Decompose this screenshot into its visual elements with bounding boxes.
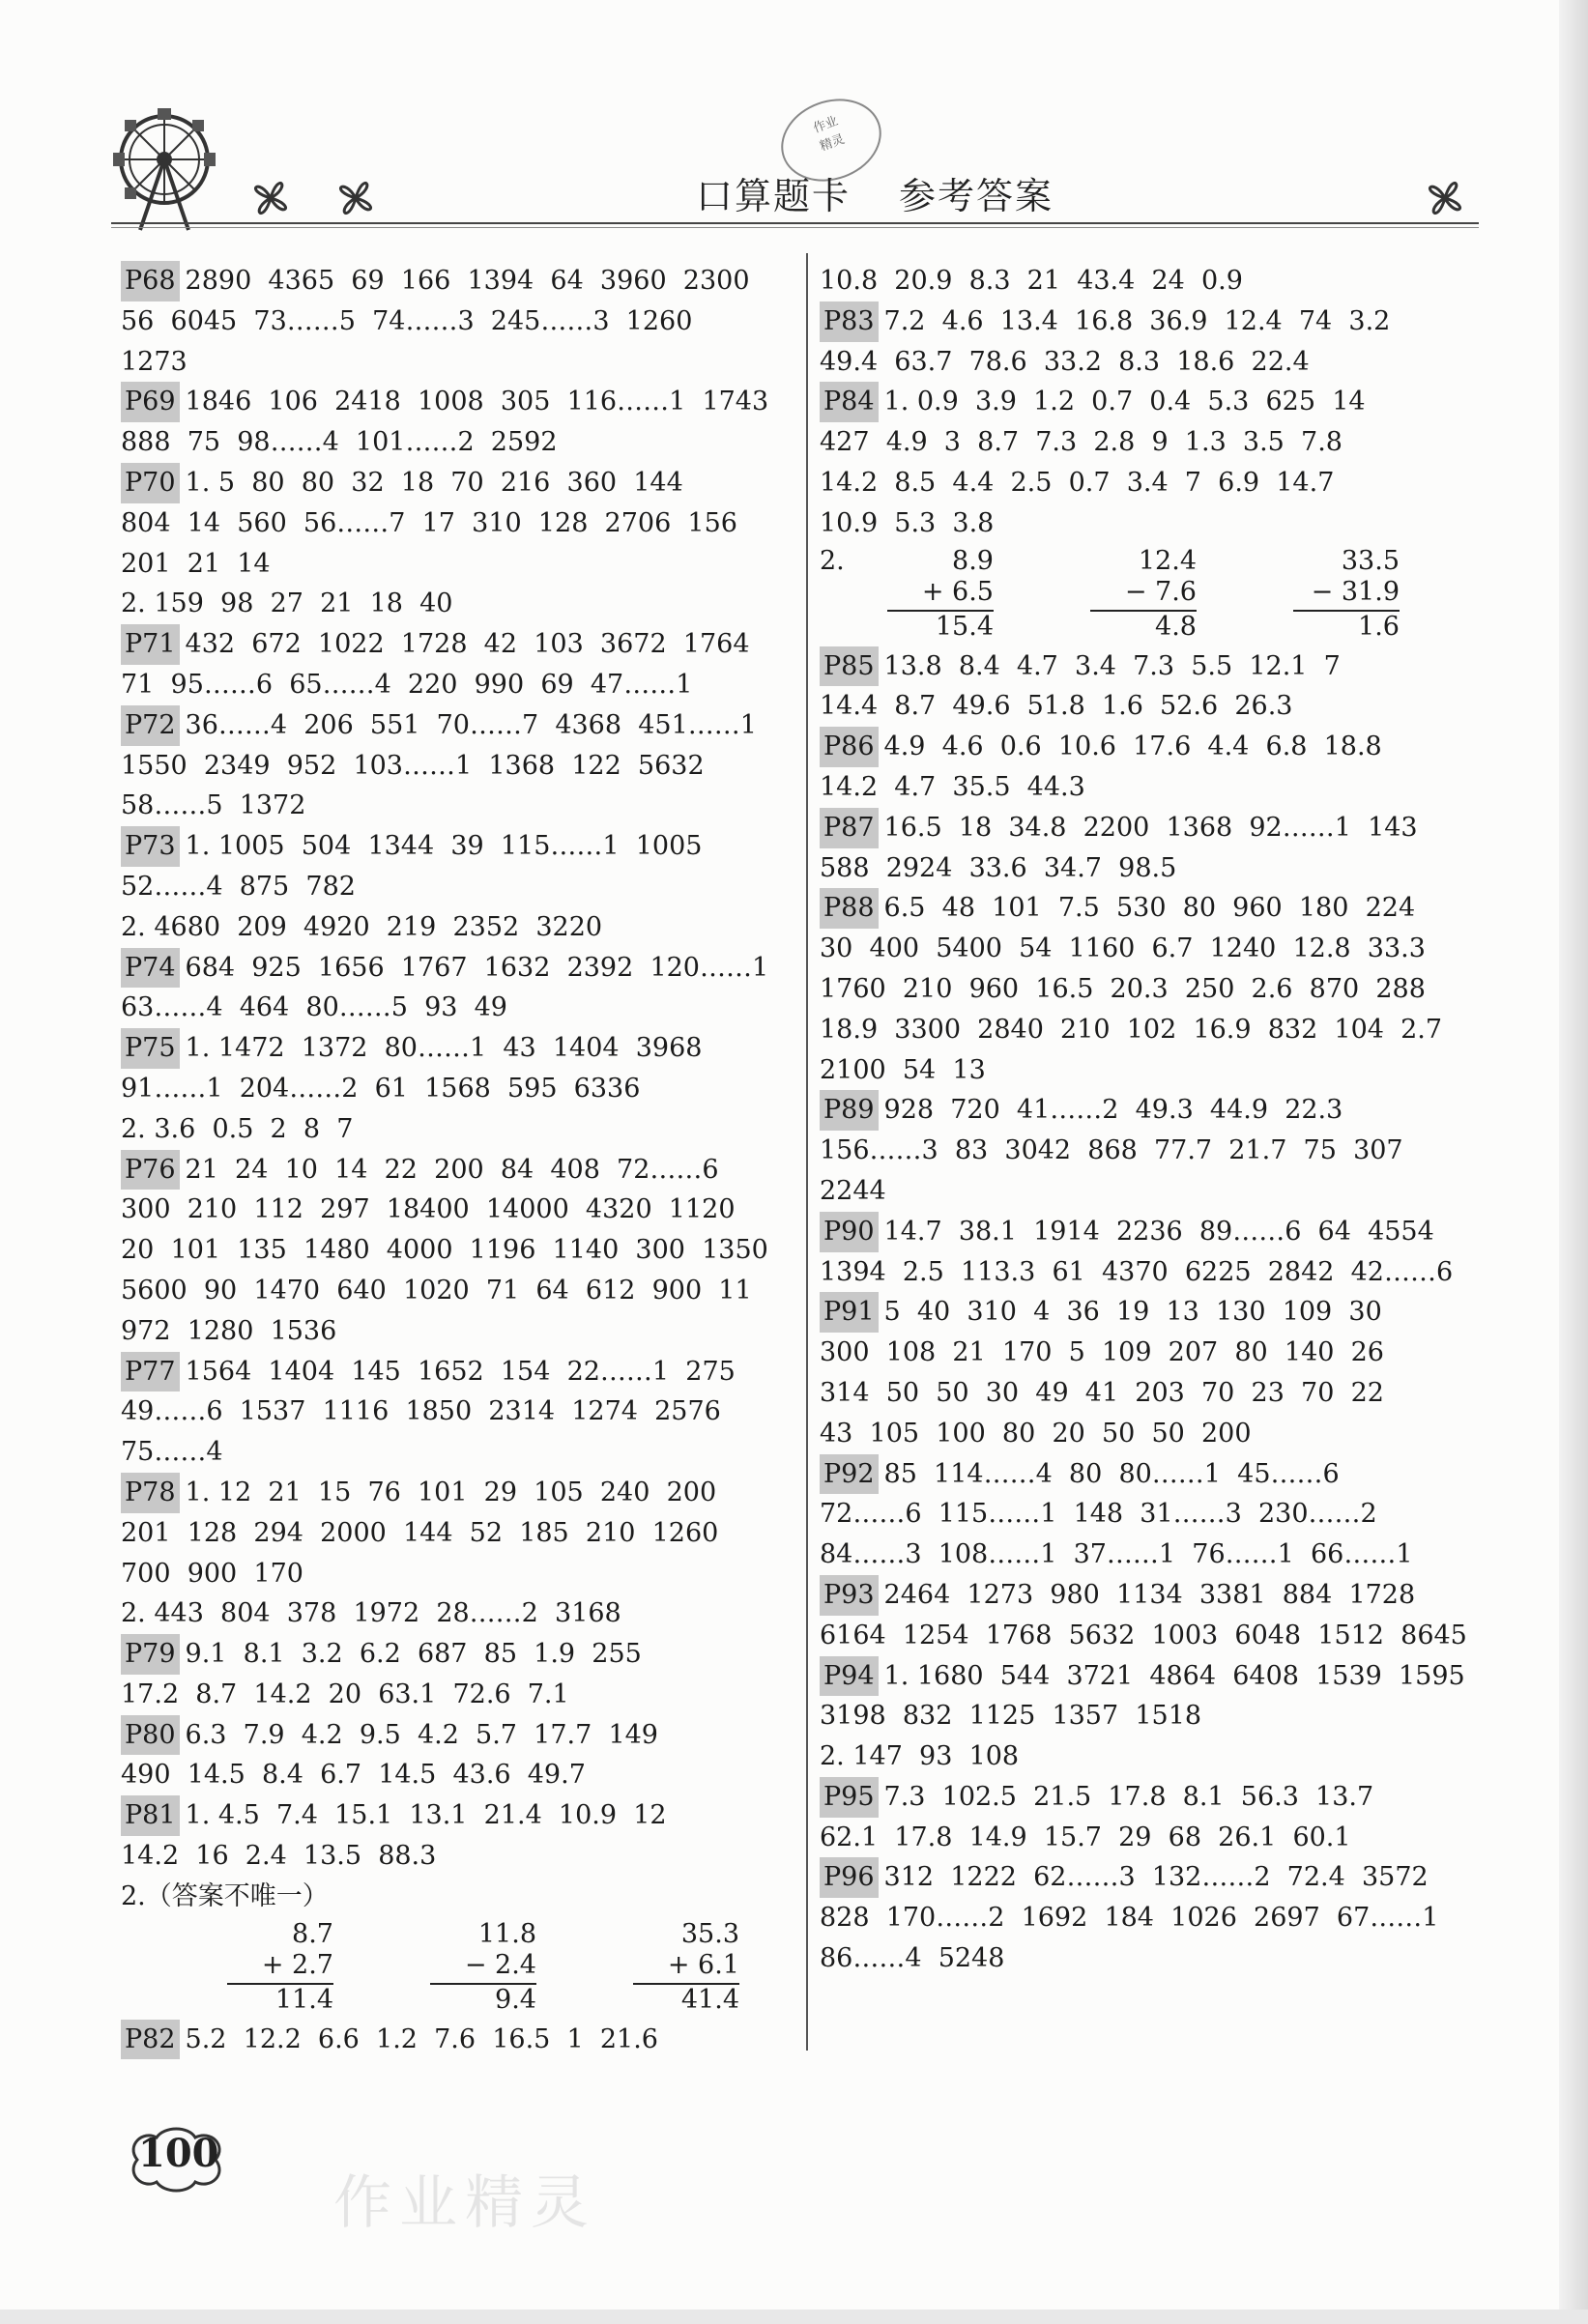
answer-line (121, 1795, 797, 1836)
answer-line (121, 382, 797, 422)
answer-line (820, 646, 1496, 687)
answer-text: 36……4 206 551 70……7 4368 451……1 (185, 709, 757, 740)
answer-text: 5 40 310 4 36 19 13 130 109 30 (883, 1297, 1382, 1328)
answer-text: 49.4 63.7 78.6 33.2 8.3 18.6 22.4 (820, 346, 1310, 377)
answer-line (820, 261, 1496, 301)
page-tag: P96 (820, 1857, 879, 1898)
answer-text: 13.8 8.4 4.7 3.4 7.3 5.5 12.1 7 (883, 650, 1341, 681)
page-tag: P93 (820, 1575, 879, 1616)
answer-text: 4.9 4.6 0.6 10.6 17.6 4.4 6.8 18.8 (883, 732, 1382, 762)
answer-line (820, 1292, 1496, 1333)
answer-text: 1273 (121, 346, 188, 377)
answer-line (121, 301, 797, 342)
answer-text: 1564 1404 145 1652 154 22……1 275 (185, 1356, 736, 1387)
answer-text: 63……4 464 80……5 93 49 (121, 992, 507, 1023)
answer-line (121, 1473, 797, 1513)
answer-line (820, 382, 1496, 422)
answer-line (820, 1373, 1496, 1414)
result: 11.4 (274, 1984, 333, 2015)
vertical-calc (565, 1919, 768, 2020)
page-tag: P82 (121, 2020, 180, 2060)
answer-line (820, 1616, 1496, 1656)
header-title: 口算题卡 (696, 175, 852, 217)
answer-line (121, 1877, 797, 1917)
answer-text: 14.4 8.7 49.6 51.8 1.6 52.6 26.3 (820, 691, 1293, 722)
answer-line (121, 584, 797, 624)
answer-line (820, 1010, 1496, 1050)
page-tag: P80 (121, 1715, 180, 1756)
answer-line (121, 544, 797, 585)
answer-text: 828 170……2 1692 184 1026 2697 67……1 (820, 1903, 1439, 1934)
answer-line (820, 1494, 1496, 1535)
vertical-calc (820, 546, 1023, 646)
answer-text: 14.2 8.5 4.4 2.5 0.7 3.4 7 6.9 14.7 (820, 467, 1335, 498)
answer-text: 84……3 108……1 37……1 76……1 66……1 (820, 1539, 1413, 1570)
answer-line (820, 463, 1496, 503)
answer-text: 71 95……6 65……4 220 990 69 47……1 (121, 669, 693, 700)
answer-line (820, 1898, 1496, 1938)
page-tag: P76 (121, 1150, 180, 1191)
clover-icon (1416, 169, 1474, 227)
answer-line (820, 1696, 1496, 1736)
answer-text: 21 24 10 14 22 200 84 408 72……6 (185, 1154, 719, 1185)
answer-line (121, 1836, 797, 1877)
answer-text: 1. 1005 504 1344 39 115……1 1005 (185, 831, 703, 862)
stamp-line: 作业 (811, 114, 841, 136)
answer-text: 6164 1254 1768 5632 1003 6048 1512 8645 (820, 1620, 1467, 1650)
answer-text: 58……5 1372 (121, 790, 306, 821)
answer-line (121, 1190, 797, 1230)
answer-line (820, 969, 1496, 1010)
page-number: 100 (138, 2131, 219, 2176)
answer-text: 75……4 (121, 1437, 223, 1468)
answer-line (121, 786, 797, 826)
page-tag: P94 (820, 1656, 879, 1697)
answer-line (121, 1069, 797, 1109)
answer-text: 1846 106 2418 1008 305 116……1 1743 (185, 387, 769, 417)
page-tag: P83 (820, 301, 879, 342)
answer-text: 700 900 170 (121, 1558, 303, 1589)
page-tag: P89 (820, 1090, 879, 1131)
answer-text: 312 1222 62……3 132……2 72.4 3572 (883, 1862, 1429, 1893)
answer-text: 2. 443 804 378 1972 28……2 3168 (121, 1598, 621, 1629)
answer-text: 10.8 20.9 8.3 21 43.4 24 0.9 (820, 266, 1243, 296)
answer-text: 17.2 8.7 14.2 20 63.1 72.6 7.1 (121, 1678, 569, 1709)
answer-line (121, 1028, 797, 1069)
answer-line (121, 1755, 797, 1795)
answer-text: 72……6 115……1 148 31……3 230……2 (820, 1499, 1377, 1530)
answer-line (121, 422, 797, 463)
answer-text: 7.2 4.6 13.4 16.8 36.9 12.4 74 3.2 (883, 305, 1391, 336)
answer-text: 86……4 5248 (820, 1943, 1005, 1974)
vertical-calc (1023, 546, 1226, 646)
answer-line (820, 1818, 1496, 1858)
answer-text: 18.9 3300 2840 210 102 16.9 832 104 2.7 (820, 1014, 1443, 1045)
answer-text: 1550 2349 952 103……1 1368 122 5632 (121, 750, 705, 781)
answer-text: 156……3 83 3042 868 77.7 21.7 75 307 (820, 1135, 1403, 1166)
operand-top: 33.5 (1341, 545, 1400, 576)
answer-line (820, 503, 1496, 544)
answer-text: 91……1 204……2 61 1568 595 6336 (121, 1073, 641, 1104)
answer-text: 14.7 38.1 1914 2236 89……6 64 4554 (883, 1216, 1434, 1247)
answer-line (820, 1050, 1496, 1091)
answer-text: 10.9 5.3 3.8 (820, 507, 995, 538)
result: 4.8 (1155, 611, 1197, 642)
answer-line (820, 1131, 1496, 1171)
answer-line (820, 1090, 1496, 1131)
answer-line (121, 1675, 797, 1715)
answer-text: 2.（答案不唯一） (121, 1880, 329, 1911)
answer-line (121, 948, 797, 989)
answer-line (121, 988, 797, 1028)
answer-text: 1. 1472 1372 80……1 43 1404 3968 (185, 1033, 703, 1064)
page-tag: P84 (820, 382, 879, 422)
answer-line (820, 727, 1496, 767)
answer-text: 1. 5 80 80 32 18 70 216 360 144 (185, 467, 683, 498)
answer-line (820, 848, 1496, 889)
page-tag: P71 (121, 624, 180, 665)
operand-top: 12.4 (1138, 545, 1197, 576)
answer-line (121, 1432, 797, 1473)
answer-line (121, 1392, 797, 1432)
answer-line (820, 929, 1496, 969)
answer-line (121, 1554, 797, 1594)
answer-text: 888 75 98……4 101……2 2592 (121, 427, 558, 458)
answer-line (820, 1454, 1496, 1495)
answer-line (121, 907, 797, 948)
operand-bottom: + 2.7 (261, 1949, 333, 1980)
answer-line (820, 767, 1496, 808)
page-tag: P95 (820, 1777, 879, 1818)
answer-text: 5.2 12.2 6.6 1.2 7.6 16.5 1 21.6 (185, 2023, 658, 2054)
vertical-calc (1226, 546, 1429, 646)
answer-line (121, 261, 797, 301)
clover-icon (242, 169, 300, 227)
header-subtitle: 参考答案 (899, 175, 1054, 217)
answer-line (820, 888, 1496, 929)
page-tag: P90 (820, 1212, 879, 1252)
operand-top: 35.3 (680, 1918, 739, 1949)
answer-line (820, 342, 1496, 383)
vertical-calc (362, 1919, 565, 2020)
answer-text: 49……6 1537 1116 1850 2314 1274 2576 (121, 1396, 721, 1427)
page-tag: P87 (820, 808, 879, 848)
page-bottom-edge (0, 2310, 1588, 2324)
answer-text: 14.2 16 2.4 13.5 88.3 (121, 1841, 437, 1872)
page-tag: P73 (121, 826, 180, 867)
vertical-calculations (820, 546, 1496, 646)
result: 1.6 (1358, 611, 1400, 642)
answer-text: 2. 159 98 27 21 18 40 (121, 588, 453, 619)
answer-text: 16.5 18 34.8 2200 1368 92……1 143 (883, 812, 1418, 843)
page-tag: P92 (820, 1454, 879, 1495)
answer-text: 7.3 102.5 21.5 17.8 8.1 56.3 13.7 (883, 1781, 1374, 1812)
answer-text: 314 50 50 30 49 41 203 70 23 70 22 (820, 1377, 1384, 1408)
answer-line (820, 1857, 1496, 1898)
answer-text: 490 14.5 8.4 6.7 14.5 43.6 49.7 (121, 1760, 586, 1791)
question-label: 2. (820, 545, 845, 576)
operand-bottom: + 6.1 (667, 1949, 739, 1980)
page-tag: P74 (121, 948, 180, 989)
answer-line (121, 665, 797, 705)
answer-line (121, 746, 797, 787)
page-tag: P72 (121, 705, 180, 746)
answer-text: 2890 4365 69 166 1394 64 3960 2300 (185, 266, 750, 296)
answer-text: 928 720 41……2 49.3 44.9 22.3 (883, 1095, 1343, 1126)
answer-text: 2. 3.6 0.5 2 8 7 (121, 1113, 354, 1144)
answer-line (820, 1777, 1496, 1818)
answer-line (820, 1535, 1496, 1575)
page-edge (1559, 0, 1588, 2324)
page-tag: P79 (121, 1634, 180, 1675)
operand-bottom: − 7.6 (1124, 576, 1197, 607)
result: 9.4 (495, 1984, 536, 2015)
answer-line (820, 808, 1496, 848)
stamp-line: 精灵 (818, 131, 847, 155)
answer-text: 2244 (820, 1175, 886, 1206)
operand-bottom: − 31.9 (1311, 576, 1400, 607)
answer-line (121, 867, 797, 907)
answer-line (121, 463, 797, 503)
answer-text: 85 114……4 80 80……1 45……6 (883, 1458, 1340, 1489)
answer-line (820, 301, 1496, 342)
result: 41.4 (680, 1984, 739, 2015)
answer-text: 1. 4.5 7.4 15.1 13.1 21.4 10.9 12 (185, 1800, 667, 1831)
answer-text: 1. 1680 544 3721 4864 6408 1539 1595 (883, 1660, 1465, 1691)
ferris-wheel-icon (111, 106, 217, 232)
answer-text: 1760 210 960 16.5 20.3 250 2.6 870 288 (820, 973, 1426, 1004)
page-tag: P85 (820, 646, 879, 687)
answer-text: 2. 4680 209 4920 219 2352 3220 (121, 911, 603, 942)
vertical-calc (159, 1919, 362, 2020)
page-tag: P78 (121, 1473, 180, 1513)
answer-text: 1. 0.9 3.9 1.2 0.7 0.4 5.3 625 14 (883, 387, 1366, 417)
answer-text: 432 672 1022 1728 42 103 3672 1764 (185, 629, 750, 660)
answer-text: 14.2 4.7 35.5 44.3 (820, 771, 1085, 802)
answer-text: 588 2924 33.6 34.7 98.5 (820, 852, 1177, 883)
page-tag: P81 (121, 1795, 180, 1836)
answer-text: 9.1 8.1 3.2 6.2 687 85 1.9 255 (185, 1639, 642, 1670)
answer-line (121, 1352, 797, 1392)
answer-text: 5600 90 1470 640 1020 71 64 612 900 11 (121, 1275, 752, 1305)
answer-text: 6.5 48 101 7.5 530 80 960 180 224 (883, 893, 1416, 924)
answer-line (820, 1171, 1496, 1212)
page-tag: P77 (121, 1352, 180, 1392)
answer-text: 30 400 5400 54 1160 6.7 1240 12.8 33.3 (820, 933, 1426, 964)
answer-text: 2. 147 93 108 (820, 1741, 1020, 1772)
page-tag: P88 (820, 888, 879, 929)
answer-line (820, 1736, 1496, 1777)
answer-line (121, 1271, 797, 1311)
header-rule (111, 222, 1479, 228)
operand-top: 11.8 (477, 1918, 536, 1949)
page-tag: P75 (121, 1028, 180, 1069)
answer-text: 804 14 560 56……7 17 310 128 2706 156 (121, 507, 737, 538)
answer-line (121, 1311, 797, 1352)
answer-line (820, 1656, 1496, 1697)
answer-line (121, 1150, 797, 1191)
answer-line (121, 1230, 797, 1271)
answer-text: 201 21 14 (121, 548, 271, 579)
answer-line (121, 1715, 797, 1756)
operand-bottom: − 2.4 (464, 1949, 536, 1980)
answer-line (121, 1634, 797, 1675)
answer-line (121, 705, 797, 746)
answer-line (820, 1938, 1496, 1979)
answer-line (121, 826, 797, 867)
answer-line (121, 1109, 797, 1150)
answer-line (820, 1414, 1496, 1454)
answer-line (820, 686, 1496, 727)
answer-line (820, 1333, 1496, 1373)
answer-text: 1394 2.5 113.3 61 4370 6225 2842 42……6 (820, 1256, 1454, 1287)
answer-text: 3198 832 1125 1357 1518 (820, 1701, 1202, 1732)
page-tag: P91 (820, 1292, 879, 1333)
answer-text: 20 101 135 1480 4000 1196 1140 300 1350 (121, 1235, 768, 1266)
operand-bottom: + 6.5 (921, 576, 994, 607)
answer-text: 6.3 7.9 4.2 9.5 4.2 5.7 17.7 149 (185, 1719, 658, 1750)
answer-text: 1. 12 21 15 76 101 29 105 240 200 (185, 1477, 717, 1507)
answer-line (121, 342, 797, 383)
answer-text: 56 6045 73……5 74……3 245……3 1260 (121, 305, 693, 336)
answer-text: 300 210 112 297 18400 14000 4320 1120 (121, 1194, 736, 1225)
answer-text: 972 1280 1536 (121, 1315, 337, 1346)
answer-line (121, 2020, 797, 2060)
vertical-calculations (159, 1919, 797, 2020)
answer-text: 52……4 875 782 (121, 871, 356, 902)
answer-line (820, 1252, 1496, 1293)
page-tag: P69 (121, 382, 180, 422)
answer-line (121, 624, 797, 665)
answer-text: 300 108 21 170 5 109 207 80 140 26 (820, 1337, 1384, 1368)
page-tag: P86 (820, 727, 879, 767)
answer-text: 2100 54 13 (820, 1054, 986, 1085)
answer-text: 684 925 1656 1767 1632 2392 120……1 (185, 952, 769, 983)
answer-line (121, 503, 797, 544)
answer-text: 2464 1273 980 1134 3381 884 1728 (883, 1579, 1416, 1610)
operand-top: 8.7 (292, 1918, 333, 1949)
answer-text: 201 128 294 2000 144 52 185 210 1260 (121, 1517, 719, 1548)
answer-line (121, 1593, 797, 1634)
answer-line (820, 1212, 1496, 1252)
page-tag: P68 (121, 261, 180, 301)
watermark: 作业精灵 (333, 2169, 596, 2237)
answer-line (121, 1513, 797, 1554)
answer-text: 43 105 100 80 20 50 50 200 (820, 1418, 1252, 1449)
clover-icon (327, 169, 385, 227)
answer-line (820, 422, 1496, 463)
answer-text: 427 4.9 3 8.7 7.3 2.8 9 1.3 3.5 7.8 (820, 427, 1343, 458)
right-column (820, 261, 1496, 1979)
operand-top: 8.9 (952, 545, 994, 576)
answer-text: 62.1 17.8 14.9 15.7 29 68 26.1 60.1 (820, 1822, 1351, 1852)
column-divider (806, 253, 808, 2051)
left-column (121, 261, 797, 2059)
answer-line (820, 1575, 1496, 1616)
page-tag: P70 (121, 463, 180, 503)
result: 15.4 (935, 611, 994, 642)
